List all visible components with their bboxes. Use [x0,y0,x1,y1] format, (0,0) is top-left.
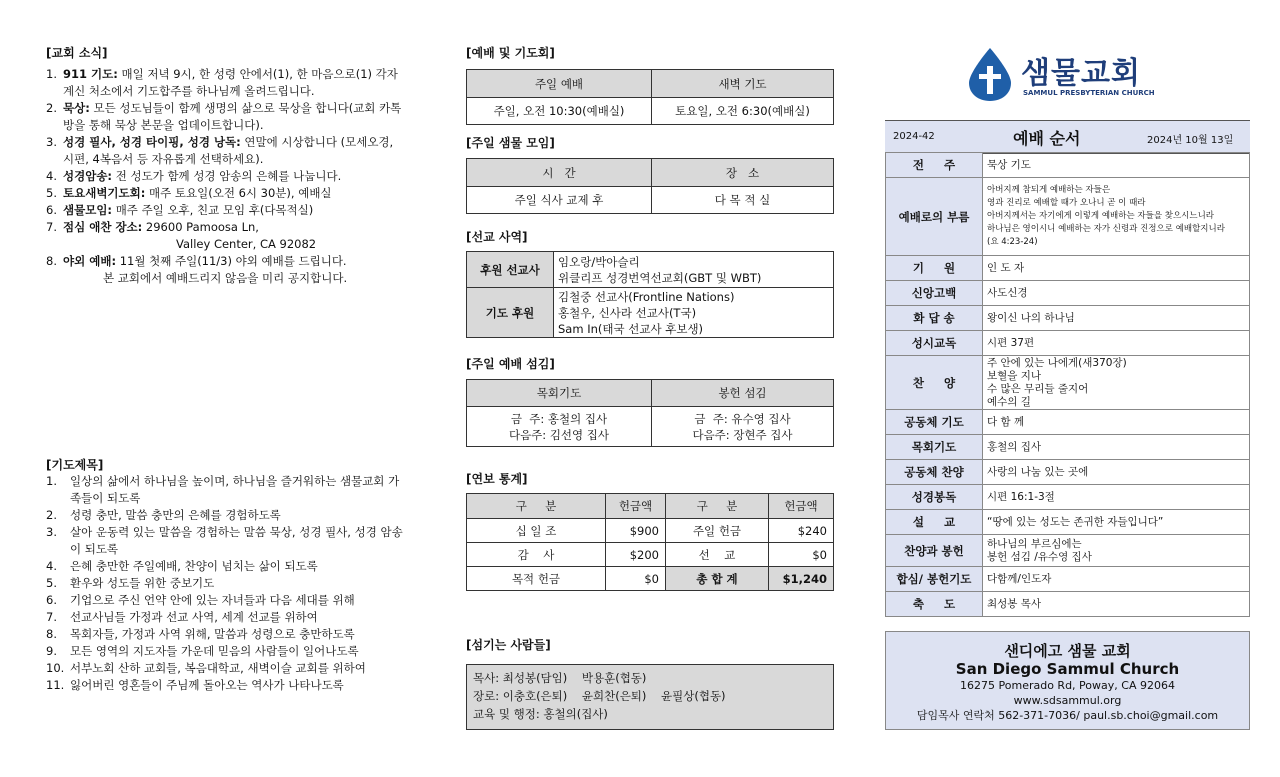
order-content-line: 아버지께서는 자기에게 이렇게 예배하는 자들을 찾으시느니라 [987,211,1214,221]
order-table [885,152,1250,617]
order-item: 기 원 [886,256,983,281]
mission-label-support: 후원 선교사 [467,252,554,288]
sunday-group-title: [주일 샘물 모임] [466,136,555,150]
order-content-cell [983,535,1250,567]
sunday-group-value-1: 주일 식사 교제 후 [467,187,652,214]
news-item-heading: 야외 예배: [63,254,117,268]
prayer-item-text: 성령 충만, 말씀 충만의 은혜를 경험하도록 [70,508,281,522]
servants-line-elders: 장로: 이충호(은퇴) 윤희찬(은퇴) 윤필상(협동) [473,689,726,703]
offering-cell: $0 [606,567,666,591]
mission-prayer-line: 김철중 선교사(Frontline Nations) [558,289,735,304]
order-content: “땅에 있는 성도는 존귀한 자들입니다” [987,515,1164,528]
pastoral-prayer-next-week: 다음주: 김선영 집사 [508,427,610,442]
church-website: www.sdsammul.org [1013,694,1122,707]
news-item [46,168,406,185]
offering-cell: 주일 헌금 [666,519,769,543]
offering-service-this-week: 금 주: 유수영 집사 [694,411,791,426]
mission-table [466,251,834,338]
order-content-cell [983,485,1250,510]
worship-times-table [466,69,834,125]
prayer-item [46,558,406,575]
order-item: 신앙고백 [886,281,983,306]
news-item [46,185,406,202]
order-content-cell [983,567,1250,592]
prayer-item-text: 선교사님들 가정과 선교 사역, 세계 선교를 위하여 [70,610,318,624]
pastoral-prayer-cell [467,407,652,447]
prayer-item-number: 1. [46,474,57,488]
order-content: 묵상 기도 [987,158,1031,171]
order-item: 합심/ 봉헌기도 [886,567,983,592]
order-item: 공동체 기도 [886,410,983,435]
offering-header: 헌금액 [769,494,834,519]
worship-times-title: [예배 및 기도회] [466,46,555,60]
order-item: 성시교독 [886,331,983,356]
order-content-line: 수 많은 무리들 줄지어 [987,382,1089,395]
news-item-heading: 911 기도: [63,67,118,81]
news-item-heading: 성경 필사, 성경 타이핑, 성경 낭독: [63,135,241,149]
prayer-item-number: 8. [46,627,57,641]
servants-line-pastors: 목사: 최성봉(담임) 박용훈(협동) [473,671,647,685]
prayer-item [46,677,406,694]
news-item-text-continued: 본 교회에서 예배드리지 않음을 미리 공지합니다. [103,271,348,285]
order-row [886,535,1250,567]
order-content-cell [983,592,1250,617]
prayer-item-text: 잃어버린 영혼들이 주님께 돌아오는 역사가 나타나도록 [70,678,344,692]
order-content-cell [983,306,1250,331]
news-item-number: 1. [46,67,57,81]
order-content-cell [983,435,1250,460]
order-content-cell [983,356,1250,410]
news-item-heading: 묵상: [63,101,90,115]
sunday-group-header-2: 장 소 [652,159,834,187]
worship-times-header-1: 주일 예배 [467,70,652,98]
prayer-item [46,575,406,592]
order-content: 사랑의 나눔 있는 곳에 [987,465,1089,478]
servants-box [466,664,834,730]
prayer-list [46,473,406,694]
offering-header: 구 분 [666,494,769,519]
prayer-item [46,473,406,507]
news-item-text-continued: Valley Center, CA 92082 [176,237,317,251]
prayer-item-number: 11. [46,678,65,692]
offering-cell: 감 사 [467,543,606,567]
order-content: 시편 16:1-3절 [987,490,1055,503]
offering-title: [연보 통계] [466,472,528,486]
offering-header: 구 분 [467,494,606,519]
order-content: 인 도 자 [987,261,1025,274]
news-item-text: 11월 첫째 주일(11/3) 야외 예배를 드립니다. [116,254,347,268]
order-row [886,435,1250,460]
order-item: 찬 양 [886,356,983,410]
logo-subtitle: SAMMUL PRESBYTERIAN CHURCH [1023,89,1155,97]
news-item [46,219,406,253]
news-item-text: 매일 저녁 9시, 한 성령 안에서(1), 한 마음으로(1) 각자 계신 처소에서 기도합주를 하나님께 올려드립니다. [63,67,398,98]
prayer-item [46,507,406,524]
order-item: 전 주 [886,153,983,178]
order-content-line: 주 안에 있는 나에게(새370장) [987,356,1127,369]
order-date: 2024년 10월 13일 [1147,135,1234,146]
order-row [886,410,1250,435]
prayer-item-text: 살아 운동력 있는 말씀을 경험하는 말씀 묵상, 성경 필사, 성경 암송이 되도록 [70,525,403,556]
service-roles-header-1: 목회기도 [467,380,652,407]
prayer-item-number: 6. [46,593,57,607]
church-name-korean: 샌디에고 샘물 교회 [1004,642,1131,660]
order-content-cell [983,153,1250,178]
water-drop-cross-icon [965,46,1015,102]
order-content-line: 하나님은 영이시니 예배하는 자가 신령과 진정으로 예배할지니라 [987,224,1225,234]
order-row [886,153,1250,178]
service-roles-header-2: 봉헌 섬김 [652,380,834,407]
sunday-group-header-1: 시 간 [467,159,652,187]
service-roles-table [466,379,834,447]
order-content: 다함께/인도자 [987,572,1052,585]
order-title: 예배 순서 [1013,129,1081,148]
order-header [885,120,1250,154]
order-row [886,567,1250,592]
order-row [886,178,1250,256]
news-item [46,253,406,287]
pastor-contact: 담임목사 연락처 562-371-7036/ paul.sb.choi@gmail.com [916,709,1219,722]
order-row [886,592,1250,617]
order-content: 왕이신 나의 하나님 [987,311,1075,324]
worship-times-value-2: 토요일, 오전 6:30(예배실) [652,98,834,125]
order-row [886,485,1250,510]
order-content-line: 봉헌 섬김 /유수영 집사 [987,550,1092,563]
news-item-number: 8. [46,254,57,268]
servants-line-education: 교육 및 행정: 홍철의(집사) [473,707,608,721]
news-item-text: 29600 Pamoosa Ln, [142,220,259,234]
order-content-cell [983,281,1250,306]
offering-cell: 선 교 [666,543,769,567]
service-roles-title: [주일 예배 섬김] [466,357,555,371]
prayer-item-text: 기업으로 주신 언약 안에 있는 자녀들과 다음 세대를 위해 [70,593,355,607]
order-content-cell [983,178,1250,256]
sunday-group-table [466,158,834,214]
news-item [46,202,406,219]
church-address: 16275 Pomerado Rd, Poway, CA 92064 [960,679,1175,692]
news-item-number: 7. [46,220,57,234]
news-item-number: 5. [46,186,57,200]
mission-support-cell [554,252,834,288]
mission-label-prayer: 기도 후원 [467,288,554,338]
order-content-line: 영과 진리로 예배할 때가 오나니 곧 이 때라 [987,198,1146,208]
news-item-heading: 점심 애찬 장소: [63,220,143,234]
news-item [46,100,406,134]
offering-header: 헌금액 [606,494,666,519]
mission-title: [선교 사역] [466,230,528,244]
order-content-cell [983,410,1250,435]
offering-cell: $200 [606,543,666,567]
mission-support-line: 위클리프 성경번역선교회(GBT 및 WBT) [558,270,762,285]
news-item [46,134,406,168]
servants-title: [섬기는 사람들] [466,638,551,652]
offering-total-value: $1,240 [769,567,834,591]
prayer-item [46,626,406,643]
news-item-heading: 샘물모임: [63,203,113,217]
issue-number: 2024-42 [893,131,935,142]
church-name-english: San Diego Sammul Church [955,660,1180,678]
news-item-number: 6. [46,203,57,217]
news-item-text: 모든 성도님들이 함께 생명의 삶으로 묵상을 합니다(교회 카톡방을 통해 묵상 본문을 업데이트합니다). [63,101,402,132]
order-content-cell [983,460,1250,485]
news-item-heading: 토요새벽기도회: [63,186,146,200]
news-item-number: 2. [46,101,57,115]
offering-cell: $0 [769,543,834,567]
mission-prayer-line: 홍철우, 신사라 선교사(T국) [558,305,697,320]
prayer-item [46,660,406,677]
offering-table [466,493,834,591]
order-row [886,281,1250,306]
order-item: 화 답 송 [886,306,983,331]
order-content: 사도신경 [987,286,1028,299]
prayer-item [46,609,406,626]
sunday-group-value-2: 다 목 적 실 [652,187,834,214]
order-item: 성경봉독 [886,485,983,510]
prayer-item-number: 10. [46,661,65,675]
prayer-item [46,524,406,558]
prayer-item-number: 5. [46,576,57,590]
order-row [886,331,1250,356]
order-row [886,256,1250,281]
mission-prayer-line: Sam In(태국 선교사 후보생) [558,321,704,336]
order-content-cell [983,331,1250,356]
offering-cell: 목적 헌금 [467,567,606,591]
worship-times-value-1: 주일, 오전 10:30(예배실) [467,98,652,125]
news-item-number: 3. [46,135,57,149]
order-row [886,510,1250,535]
news-item-text: 매주 토요일(오전 6시 30분), 예배실 [145,186,332,200]
news-item-heading: 성경암송: [63,169,113,183]
order-content-cell [983,510,1250,535]
prayer-title: [기도제목] [46,458,104,472]
news-item [46,66,406,100]
order-item: 설 교 [886,510,983,535]
order-content-line: 하나님의 부르심에는 [987,537,1082,550]
prayer-item-text: 목회자들, 가정과 사역 위해, 말씀과 성령으로 충만하도록 [70,627,355,641]
prayer-item-text: 서부노회 산하 교회들, 복음대학교, 새벽이슬 교회를 위하여 [70,661,366,675]
mission-prayer-cell [554,288,834,338]
order-content: 최성봉 목사 [987,597,1042,610]
prayer-item-number: 3. [46,525,57,539]
prayer-item-text: 환우와 성도들 위한 중보기도 [70,576,215,590]
order-content-line: (요 4:23-24) [987,237,1038,247]
mission-support-line: 임오랑/박아슬리 [558,254,640,269]
order-content-cell [983,256,1250,281]
offering-cell: $900 [606,519,666,543]
order-item: 찬양과 봉헌 [886,535,983,567]
prayer-item [46,643,406,660]
news-item-text: 전 성도가 함께 성경 암송의 은혜를 나눕니다. [112,169,342,183]
pastoral-prayer-this-week: 금 주: 홍철의 집사 [510,411,608,426]
offering-service-next-week: 다음주: 장현주 집사 [692,427,793,442]
offering-cell: 십 일 조 [467,519,606,543]
offering-service-cell [652,407,834,447]
church-info-footer [885,631,1250,730]
prayer-item-number: 2. [46,508,57,522]
order-row [886,356,1250,410]
order-content: 다 함 께 [987,415,1025,428]
order-content-line: 보혈을 지나 [987,369,1042,382]
order-row [886,306,1250,331]
news-item-number: 4. [46,169,57,183]
news-list [46,66,406,287]
order-content: 시편 37편 [987,336,1035,349]
prayer-item-text: 일상의 삶에서 하나님을 높이며, 하나님을 즐거워하는 샘물교회 가족들이 되도록 [70,474,400,505]
order-content-line: 아버지께 참되게 예배하는 자들은 [987,185,1111,195]
prayer-item-text: 모든 영역의 지도자들 가운데 믿음의 사람들이 일어나도록 [70,644,359,658]
order-item: 목회기도 [886,435,983,460]
prayer-item-number: 9. [46,644,57,658]
logo-text: 샘물교회 [1021,56,1141,91]
prayer-item-number: 7. [46,610,57,624]
prayer-item [46,592,406,609]
order-item: 축 도 [886,592,983,617]
offering-total-label: 총 합 계 [666,567,769,591]
order-item: 예배로의 부름 [886,178,983,256]
order-row [886,460,1250,485]
order-item: 공동체 찬양 [886,460,983,485]
prayer-item-number: 4. [46,559,57,573]
news-item-text: 연말에 시상합니다 (모세오경, 시편, 4복음서 등 자유롭게 선택하세요). [63,135,394,166]
church-logo [965,44,1255,104]
order-content: 홍철의 집사 [987,440,1042,453]
news-title: [교회 소식] [46,46,108,60]
offering-cell: $240 [769,519,834,543]
order-content-line: 예수의 길 [987,395,1031,408]
prayer-item-text: 은혜 충만한 주일예배, 찬양이 넘치는 삶이 되도록 [70,559,318,573]
news-item-text: 매주 주일 오후, 친교 모임 후(다목적실) [112,203,314,217]
worship-times-header-2: 새벽 기도 [652,70,834,98]
